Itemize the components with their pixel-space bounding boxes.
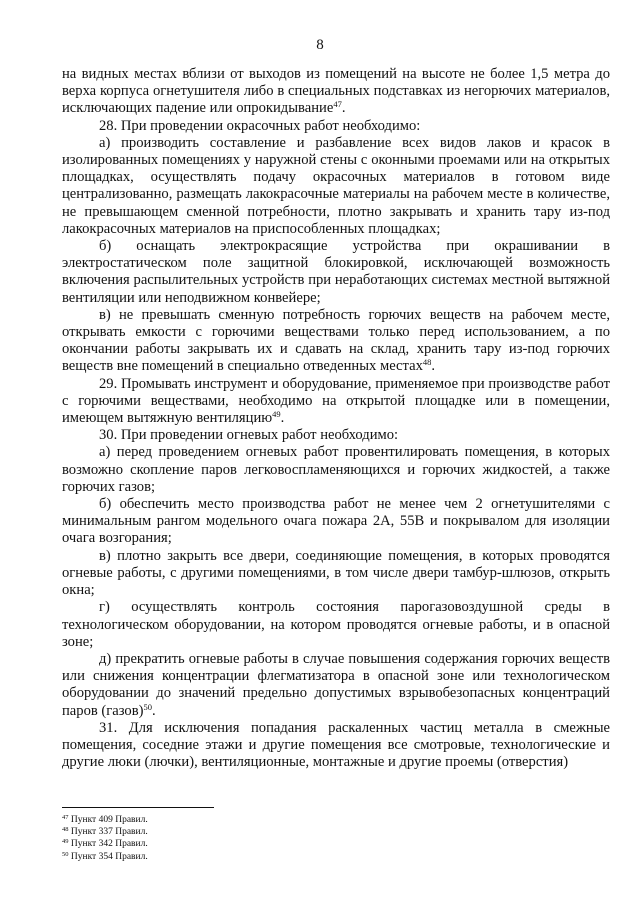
paragraph-text: б) оснащать электрокрасящие устройства при окрашивании в электростатическом поле защитной блокировкой, исключающей возможность включения распылительных устройств при неработающих системах местной вытяжной вентиляции или неподвижном конвейере; — [62, 238, 610, 306]
paragraph-30-a — [62, 444, 610, 496]
footnote-ref: 49 — [272, 409, 281, 420]
body-text — [62, 66, 610, 771]
paragraph-28-b — [62, 238, 610, 307]
paragraph-text: на видных местах вблизи от выходов из помещений на высоте не более 1,5 метра до верха корпуса огнетушителя либо в специальных подставках из негорючих материалов, исключающих падение или опрокидывание — [62, 66, 610, 117]
footnote-49: $^{49}$ Пункт 342 Правил. — [62, 838, 148, 850]
page-number: 8 — [316, 37, 324, 53]
footnote-48: $^{48}$ Пункт 337 Правил. — [62, 826, 148, 838]
footnotes — [62, 814, 362, 863]
paragraph-text: в) плотно закрыть все двери, соединяющие помещения, в которых проводятся огневые работы, с другими помещениями, в том числе двери тамбур-шлюзов, открыть окна; — [62, 547, 610, 599]
paragraph-28-a — [62, 135, 610, 238]
paragraph-text: 28. При проведении окрасочных работ необходимо: — [99, 117, 421, 134]
paragraph-text: в) не превышать сменную потребность горючих веществ на рабочем месте, открывать емкости с горючими веществами только перед использованием, а по окончании работы закрывать их и сдавать на склад, хранить тару из-под горючих веществ вне помещений в специально отведенных местах — [62, 306, 610, 375]
paragraph-text: а) перед проведением огневых работ провентилировать помещения, в которых возможно скопление паров легковоспламеняющихся и горючих жидкостей, а также горючих газов; — [62, 444, 610, 495]
paragraph-30-d: д) прекратить огневые работы в случае повышения содержания горючих веществ или снижения концентрации флегматизатора в опасной зоне или технологическом оборудовании до значений предельно допустимых взрывобезопасных концентраций паров (газов)$^{50}$. — [62, 650, 610, 719]
paragraph-29: 29. Промывать инструмент и оборудование, применяемое при производстве работ с горючими веществами, необходимо на открытой площадке или в помещении, имеющем вытяжную вентиляцию$^{49}$. — [62, 375, 610, 427]
footnote-ref: 50 — [143, 701, 152, 712]
footnote-47: $^{47}$ Пункт 409 Правил. — [62, 814, 148, 825]
paragraph-30 — [62, 427, 610, 444]
paragraph-text: 30. При проведении огневых работ необходимо: — [99, 427, 399, 444]
paragraph-text: 29. Промывать инструмент и оборудование, применяемое при производстве работ с горючими веществами, необходимо на открытой площадке или в помещении, имеющем вытяжную вентиляцию — [62, 375, 610, 427]
paragraph-text: 31. Для исключения попадания раскаленных частиц металла в смежные помещения, соседние этажи и другие помещения все смотровые, технологические и другие люки (лючки), вентиляционные, монтажные и другие проемы (отверстия) — [62, 719, 610, 771]
paragraph-28 — [62, 118, 610, 135]
paragraph-31 — [62, 720, 610, 772]
paragraph-continuation: на видных местах вблизи от выходов из помещений на высоте не более 1,5 метра до верха корпуса огнетушителя либо в специальных подставках из негорючих материалов, исключающих падение или опрокидывание$^{47}$. — [62, 66, 610, 117]
paragraph-text: г) осуществлять контроль состояния парогазовоздушной среды в технологическом оборудовании, на котором проводятся огневые работы, и в опасной зоне; — [62, 599, 610, 650]
paragraph-28-v: в) не превышать сменную потребность горючих веществ на рабочем месте, открывать емкости с горючими веществами только перед использованием, а по окончании работы закрывать их и сдавать на склад, хранить тару из-под горючих веществ вне помещений в специально отведенных местах$^{48}$. — [62, 306, 610, 375]
paragraph-text: а) производить составление и разбавление всех видов лаков и красок в изолированных помещениях у наружной стены с оконными проемами или на открытых площадках, осуществлять подачу окрасочных материалов в готовом виде централизованно, размещать лакокрасочные материалы на рабочем месте в количестве, не превышающем сменной потребности, плотно закрывать и хранить тару из-под лакокрасочных материалов на приспособленных площадках; — [62, 134, 610, 237]
footnote-ref: 48 — [422, 357, 432, 368]
paragraph-text: д) прекратить огневые работы в случае повышения содержания горючих веществ или снижения концентрации флегматизатора в опасной зоне или технологическом оборудовании до значений предельно допустимых взрывобезопасных концентраций паров (газов) — [62, 650, 610, 719]
paragraph-text: б) обеспечить место производства работ не менее чем 2 огнетушителями с минимальным рангом модельного очага пожара 2А, 55В и покрывалом для изоляции очага возгорания; — [62, 496, 610, 547]
paragraph-30-b — [62, 496, 610, 548]
paragraph-30-v — [62, 548, 610, 600]
paragraph-30-g — [62, 599, 610, 651]
footnote-50: $^{50}$ Пункт 354 Правил. — [62, 850, 148, 862]
footnote-separator — [62, 807, 214, 808]
footnote-ref: 47 — [333, 99, 342, 110]
